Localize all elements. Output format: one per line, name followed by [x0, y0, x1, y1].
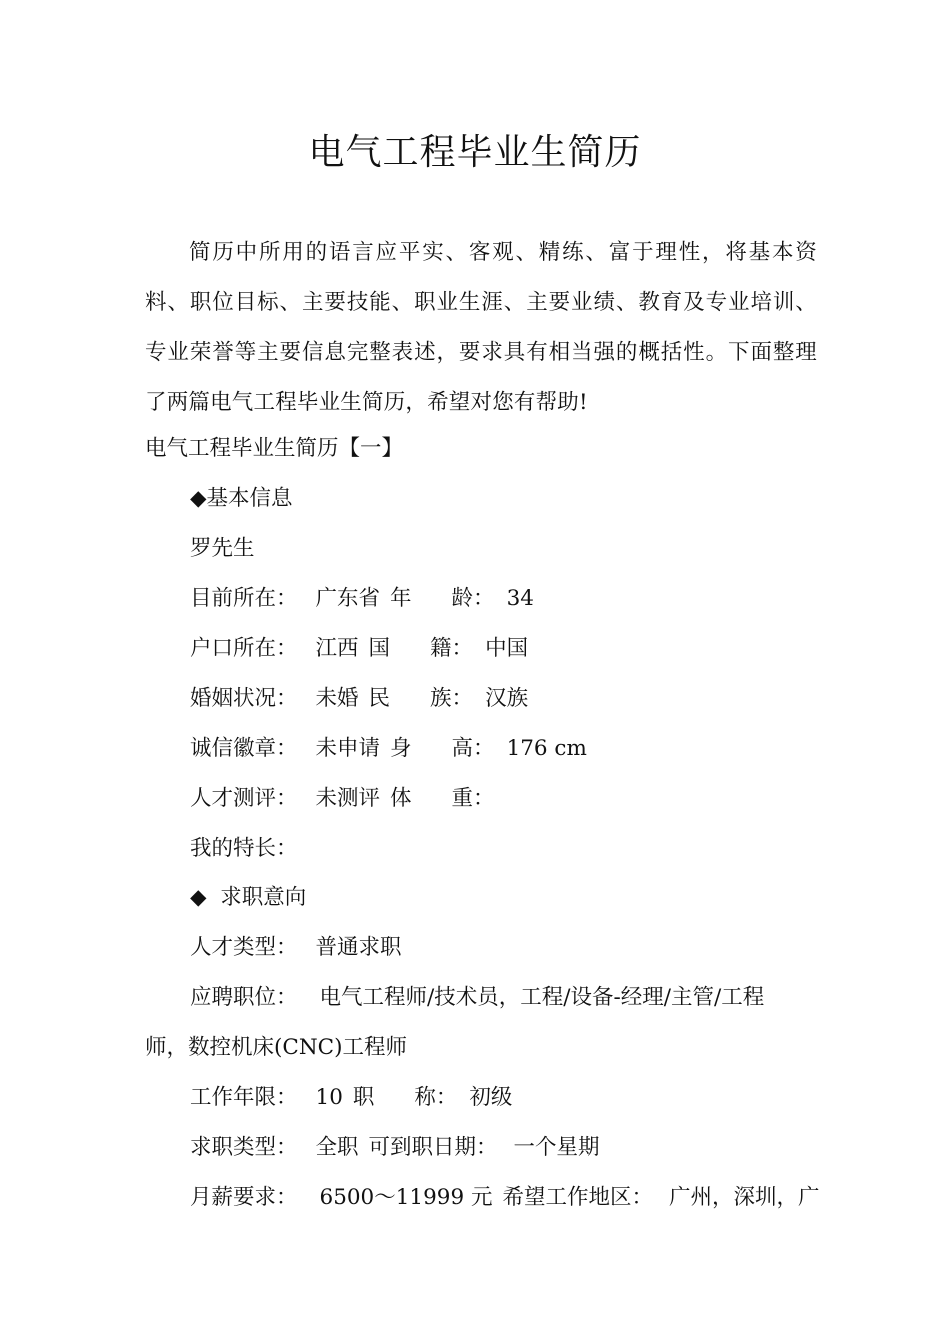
info-label: 职: [352, 1085, 375, 1110]
info-row-badge: [190, 724, 587, 774]
page-title: 电气工程毕业生简历: [308, 132, 642, 173]
info-label: 求职类型：: [190, 1135, 298, 1160]
basic-info-heading: ◆基本信息: [190, 486, 293, 511]
position-row: [190, 973, 764, 1023]
specialty-label: 我的特长：: [190, 836, 298, 861]
info-value: 初级: [469, 1085, 513, 1110]
info-value: 电气工程师/技术员，工程/设备-经理/主管/工程: [319, 985, 765, 1010]
intro-paragraph: 简历中所用的语言应平实、客观、精练、富于理性，将基本资料、职位目标、主要技能、职业生涯、主要业绩、教育及专业培训、专业荣誉等主要信息完整表述，要求具有相当强的概括性。下面整理了两篇电气工程毕业生简历，希望对您有帮助!: [145, 240, 817, 415]
info-row-hukou: [190, 624, 528, 674]
info-label: 龄：: [451, 586, 495, 611]
info-label: 人才测评：: [190, 786, 298, 811]
info-row-marital: [190, 674, 528, 724]
info-label: 月薪要求：: [190, 1185, 298, 1210]
position-continued: 师，数控机床(CNC)工程师: [145, 1035, 407, 1060]
info-label: 户口所在：: [190, 636, 298, 661]
info-label: 诚信徽章：: [190, 736, 298, 761]
info-label: 称：: [414, 1085, 458, 1110]
info-label: 可到职日期：: [368, 1135, 498, 1160]
info-label: 身: [390, 736, 412, 761]
info-value: 汉族: [485, 686, 529, 711]
info-value: 广东省: [315, 586, 381, 611]
years-row: [190, 1073, 512, 1123]
talent-type-row: [190, 923, 402, 973]
info-value: 全职: [315, 1135, 359, 1160]
info-value: 未申请: [315, 736, 381, 761]
info-label: 目前所在：: [190, 586, 298, 611]
info-value: 6500～11999 元: [319, 1185, 493, 1210]
info-label: 希望工作地区：: [502, 1185, 653, 1210]
info-value: 未测评: [315, 786, 381, 811]
info-row-assessment: [190, 774, 507, 824]
info-label: 籍：: [430, 636, 474, 661]
info-row-location: [190, 574, 534, 624]
info-label: 重：: [451, 786, 495, 811]
info-label: 族：: [430, 686, 474, 711]
job-type-row: [190, 1123, 600, 1173]
info-label: 民: [368, 686, 391, 711]
job-intent-heading: ◆ 求职意向: [190, 885, 307, 910]
info-value: 中国: [485, 636, 529, 661]
info-value: 普通求职: [315, 935, 402, 960]
candidate-name: 罗先生: [190, 536, 255, 561]
section-heading: 电气工程毕业生简历【一】: [145, 436, 404, 461]
info-label: 婚姻状况：: [190, 686, 298, 711]
info-value: 34: [506, 586, 534, 611]
info-label: 高：: [451, 736, 495, 761]
info-label: 体: [390, 786, 412, 811]
info-value: 一个星期: [513, 1135, 600, 1160]
info-label: 应聘职位：: [190, 985, 298, 1010]
info-value: 江西: [315, 636, 359, 661]
info-value: 未婚: [315, 686, 359, 711]
info-label: 工作年限：: [190, 1085, 298, 1110]
info-value: 广州，深圳，广: [668, 1185, 820, 1210]
info-value: 176 cm: [506, 736, 587, 761]
info-label: 国: [368, 636, 391, 661]
info-value: 10: [315, 1085, 343, 1110]
info-label: 年: [390, 586, 412, 611]
info-label: 人才类型：: [190, 935, 298, 960]
salary-row: [190, 1173, 820, 1223]
